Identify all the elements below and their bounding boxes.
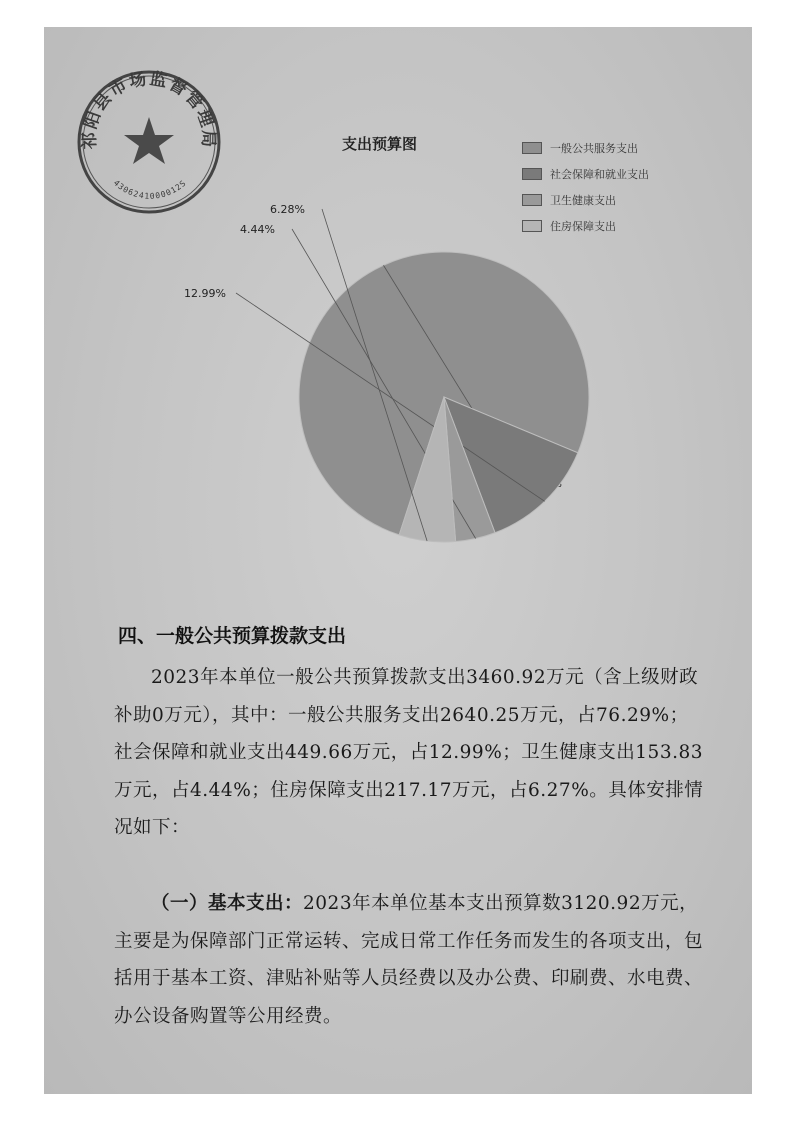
legend-label: 卫生健康支出	[550, 194, 616, 207]
seal-code-text: 4306241000012S	[111, 178, 189, 201]
subheading: （一）基本支出：	[151, 893, 304, 914]
pie-chart	[44, 27, 752, 587]
chart-title: 支出预算图	[342, 135, 418, 153]
scanned-page	[44, 27, 752, 1094]
seal-name-text: 祁阳县市场监督管理局	[79, 69, 219, 150]
paragraph: 2023年本单位一般公共预算拨款支出3460.92万元（含上级财政补助0万元），其中：一般公共服务支出2640.25万元，占76.29%；社会保障和就业支出449.66万元，占12.99%；卫生健康支出153.83万元，占4.44%；住房保障支出217.17万元，占6.27%。具体安排情况如下：	[114, 667, 704, 838]
paragraph-text: 2023年本单位基本支出预算数3120.92万元，主要是为保障部门正常运转、完成日常工作任务而发生的各项支出，包括用于基本工资、津贴补贴等人员经费以及办公费、印刷费、水电费、办公设备购置等公用经费。	[114, 893, 704, 1027]
pie-data-label: 12.99%	[184, 287, 226, 300]
pie-data-label: 6.28%	[270, 203, 305, 216]
section-heading: 四、一般公共预算拨款支出	[118, 625, 347, 647]
legend-label: 一般公共服务支出	[550, 142, 638, 155]
legend-label: 社会保障和就业支出	[550, 168, 649, 181]
legend-label: 住房保障支出	[550, 220, 616, 233]
pie-data-label: 4.44%	[240, 223, 275, 236]
paragraph	[114, 885, 704, 1035]
